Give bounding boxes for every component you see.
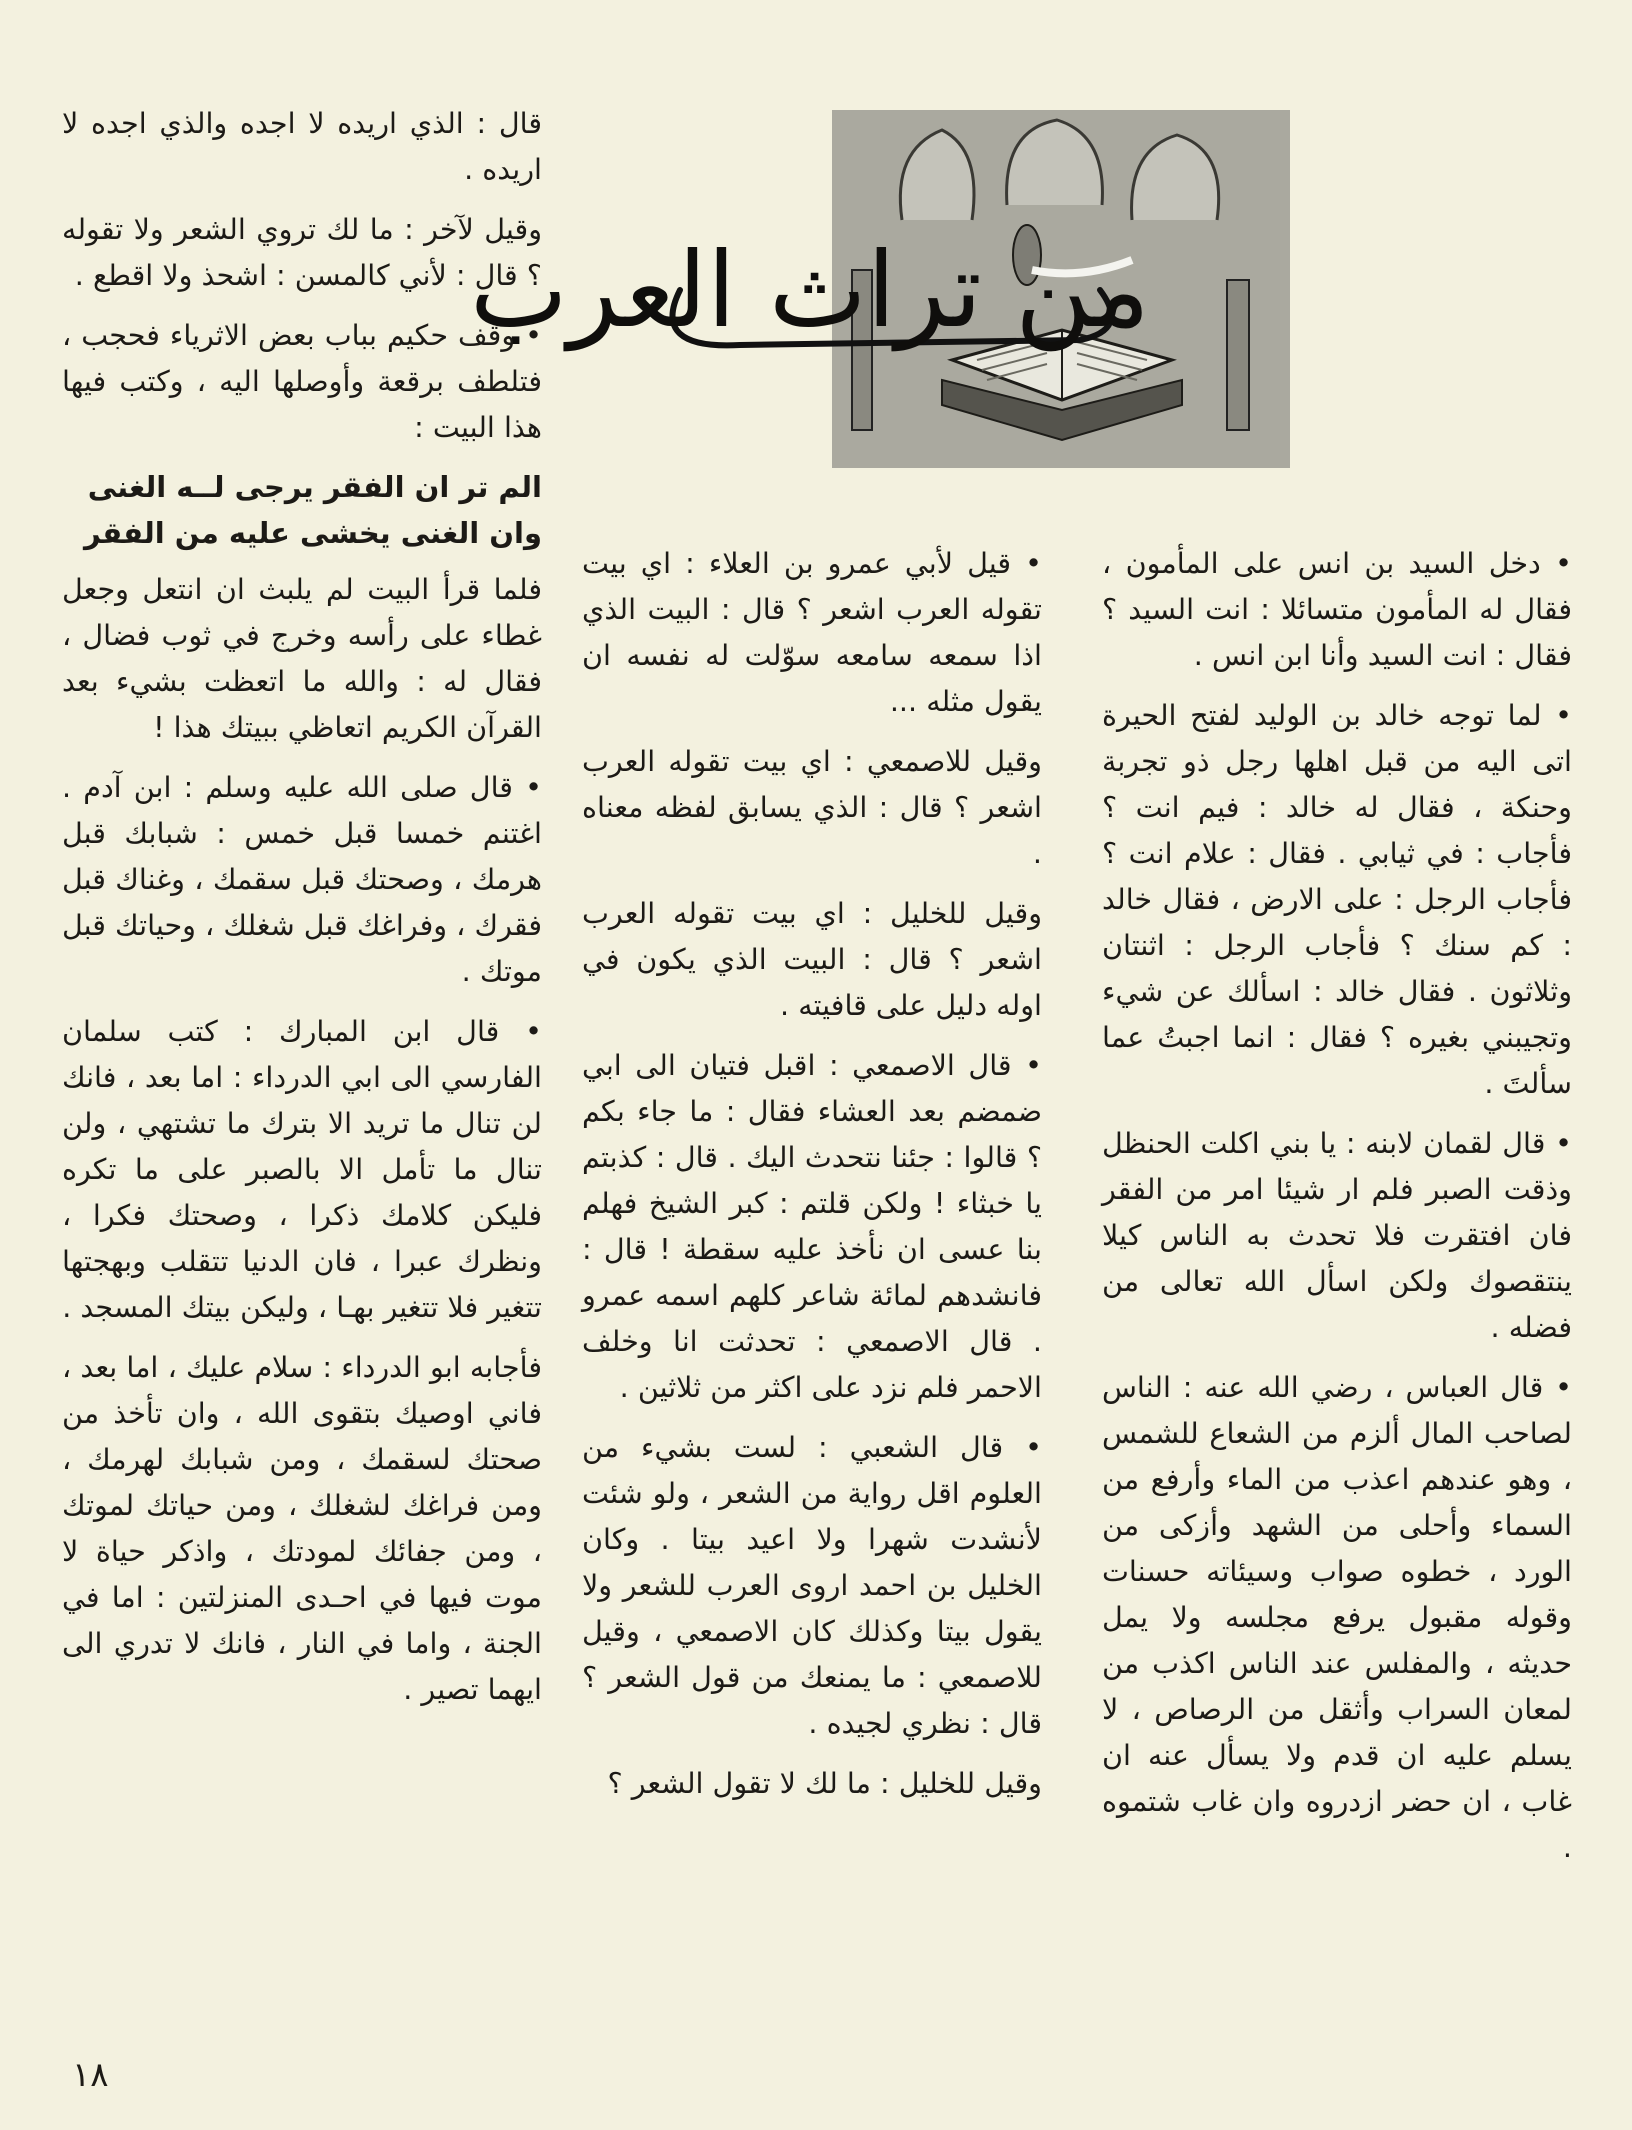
- paragraph: • قال صلى الله عليه وسلم : ابن آدم . اغتنم خمسا قبل خمس : شبابك قبل هرمك ، وصحتك قبل سقمك ، وغناك قبل فقرك ، وفراغك قبل شغلك ، وحياتك قبل موتك .: [62, 770, 542, 988]
- paragraph: وقيل للاصمعي : اي بيت تقوله العرب اشعر ؟ قال : الذي يسابق لفظه معناه .: [582, 744, 1042, 870]
- paragraph: • قيل لأبي عمرو بن العلاء : اي بيت تقوله العرب اشعر ؟ قال : البيت الذي اذا سمعه سامعه سوّلت له نفسه ان يقول مثله ...: [582, 546, 1042, 718]
- verse-line: وان الغنى يخشى عليه من الفقر: [84, 516, 542, 550]
- paragraph: فأجابه ابو الدرداء : سلام عليك ، اما بعد ، فاني اوصيك بتقوى الله ، وان تأخذ من صحتك لسقمك ، ومن شبابك لهرمك ، ومن فراغك لشغلك ، ومن حياتك لموتك ، ومن جفائك لمودتك ، واذكر حياة لا موت فيها في احـدى المنزلتين : اما في الجنة ، واما في النار ، فانك لا تدري الى ايهما تصير .: [62, 1350, 542, 1706]
- paragraph: • دخل السيد بن انس على المأمون ، فقال له المأمون متسائلا : انت السيد ؟ فقال : انت السيد وأنا ابن انس .: [1102, 546, 1572, 672]
- paragraph: • قال لقمان لابنه : يا بني اكلت الحنظل وذقت الصبر فلم ار شيئا امر من الفقر فان افتقرت فلا تحدث به الناس كيلا ينتقصوك ولكن اسأل الله تعالى من فضله .: [1102, 1126, 1572, 1344]
- column-left: [62, 100, 542, 1726]
- paragraph: وقيل لآخر : ما لك تروي الشعر ولا تقوله ؟ قال : لأني كالمسن : اشحذ ولا اقطع .: [62, 212, 542, 292]
- paragraph: • قال الاصمعي : اقبل فتيان الى ابي ضمضم بعد العشاء فقال : ما جاء بكم ؟ قالوا : جئنا نتحدث اليك . قال : كذبتم يا خبثاء ! ولكن قلتم : كبر الشيخ فهلم بنا عسى ان نأخذ عليه سقطة ! قال : فانشدهم لمائة شاعر كلهم اسمه عمرو . قال الاصمعي : تحدثت انا وخلف الاحمر فلم نزد على اكثر من ثلاثين .: [582, 1048, 1042, 1404]
- paragraph: • وقف حكيم بباب بعض الاثرياء فحجب ، فتلطف برقعة وأوصلها اليه ، وكتب فيها هذا البيت :: [62, 318, 542, 444]
- column-middle: [582, 540, 1042, 1820]
- paragraph: • قال ابن المبارك : كتب سلمان الفارسي الى ابي الدرداء : اما بعد ، فانك لن تنال ما تريد الا بترك ما تشتهي ، ولن تنال ما تأمل الا بالصبر على ما تكره فليكن كلامك ذكرا ، وصحتك فكرا ، ونظرك عبرا ، فان الدنيا تتقلب وبهجتها تتغير فلا تتغير بهـا ، وليكن بيتك المسجد .: [62, 1014, 542, 1324]
- verse-line: الم تر ان الفقر يرجى لــه الغنى: [87, 470, 542, 504]
- paragraph: فلما قرأ البيت لم يلبث ان انتعل وجعل غطاء على رأسه وخرج في ثوب فضال ، فقال له : والله ما اتعظت بشيء بعد القرآن الكريم اتعاظي ببيتك هذا !: [62, 572, 542, 744]
- paragraph: • قال الشعبي : لست بشيء من العلوم اقل رواية من الشعر ، ولو شئت لأنشدت شهرا ولا اعيد بيتا . وكان الخليل بن احمد اروى العرب للشعر ولا يقول بيتا وكذلك كان الاصمعي ، وقيل للاصمعي : ما يمنعك من قول الشعر ؟ قال : نظري لجيده .: [582, 1430, 1042, 1740]
- page-number: ١٨: [72, 2055, 109, 2095]
- paragraph: • لما توجه خالد بن الوليد لفتح الحيرة اتى اليه من قبل اهلها رجل ذو تجربة وحنكة ، فقال له خالد : فيم انت ؟ فأجاب : في ثيابي . فقال : علام انت ؟ فأجاب الرجل : على الارض ، فقال خالد : كم سنك ؟ فأجاب الرجل : اثنتان وثلاثون . فقال خالد : اسألك عن شيء وتجيبني بغيره ؟ فقال : انما اجبتُ عما سألتَ .: [1102, 698, 1572, 1100]
- paragraph: • قال العباس ، رضي الله عنه : الناس لصاحب المال ألزم من الشعاع للشمس ، وهو عندهم اعذب من الماء وأرفع من السماء وأحلى من الشهد وأزكى من الورد ، خطوه صواب وسيئاته حسنات وقوله مقبول يرفع مجلسه ولا يمل حديثه ، والمفلس عند الناس اكذب من لمعان السراب وأثقل من الرصاص ، لا يسلم عليه ان قدم ولا يسأل عنه ان غاب ، ان حضر ازدروه وان غاب شتموه .: [1102, 1370, 1572, 1864]
- paragraph: وقيل للخليل : ما لك لا تقول الشعر ؟: [607, 1766, 1042, 1800]
- column-right: [1102, 540, 1572, 1884]
- paragraph: وقيل للخليل : اي بيت تقوله العرب اشعر ؟ قال : البيت الذي يكون في اوله دليل على قافيته .: [582, 896, 1042, 1022]
- page-title: من تراث العرب: [469, 229, 1150, 351]
- paragraph: قال : الذي اريده لا اجده والذي اجده لا اريده .: [62, 106, 542, 186]
